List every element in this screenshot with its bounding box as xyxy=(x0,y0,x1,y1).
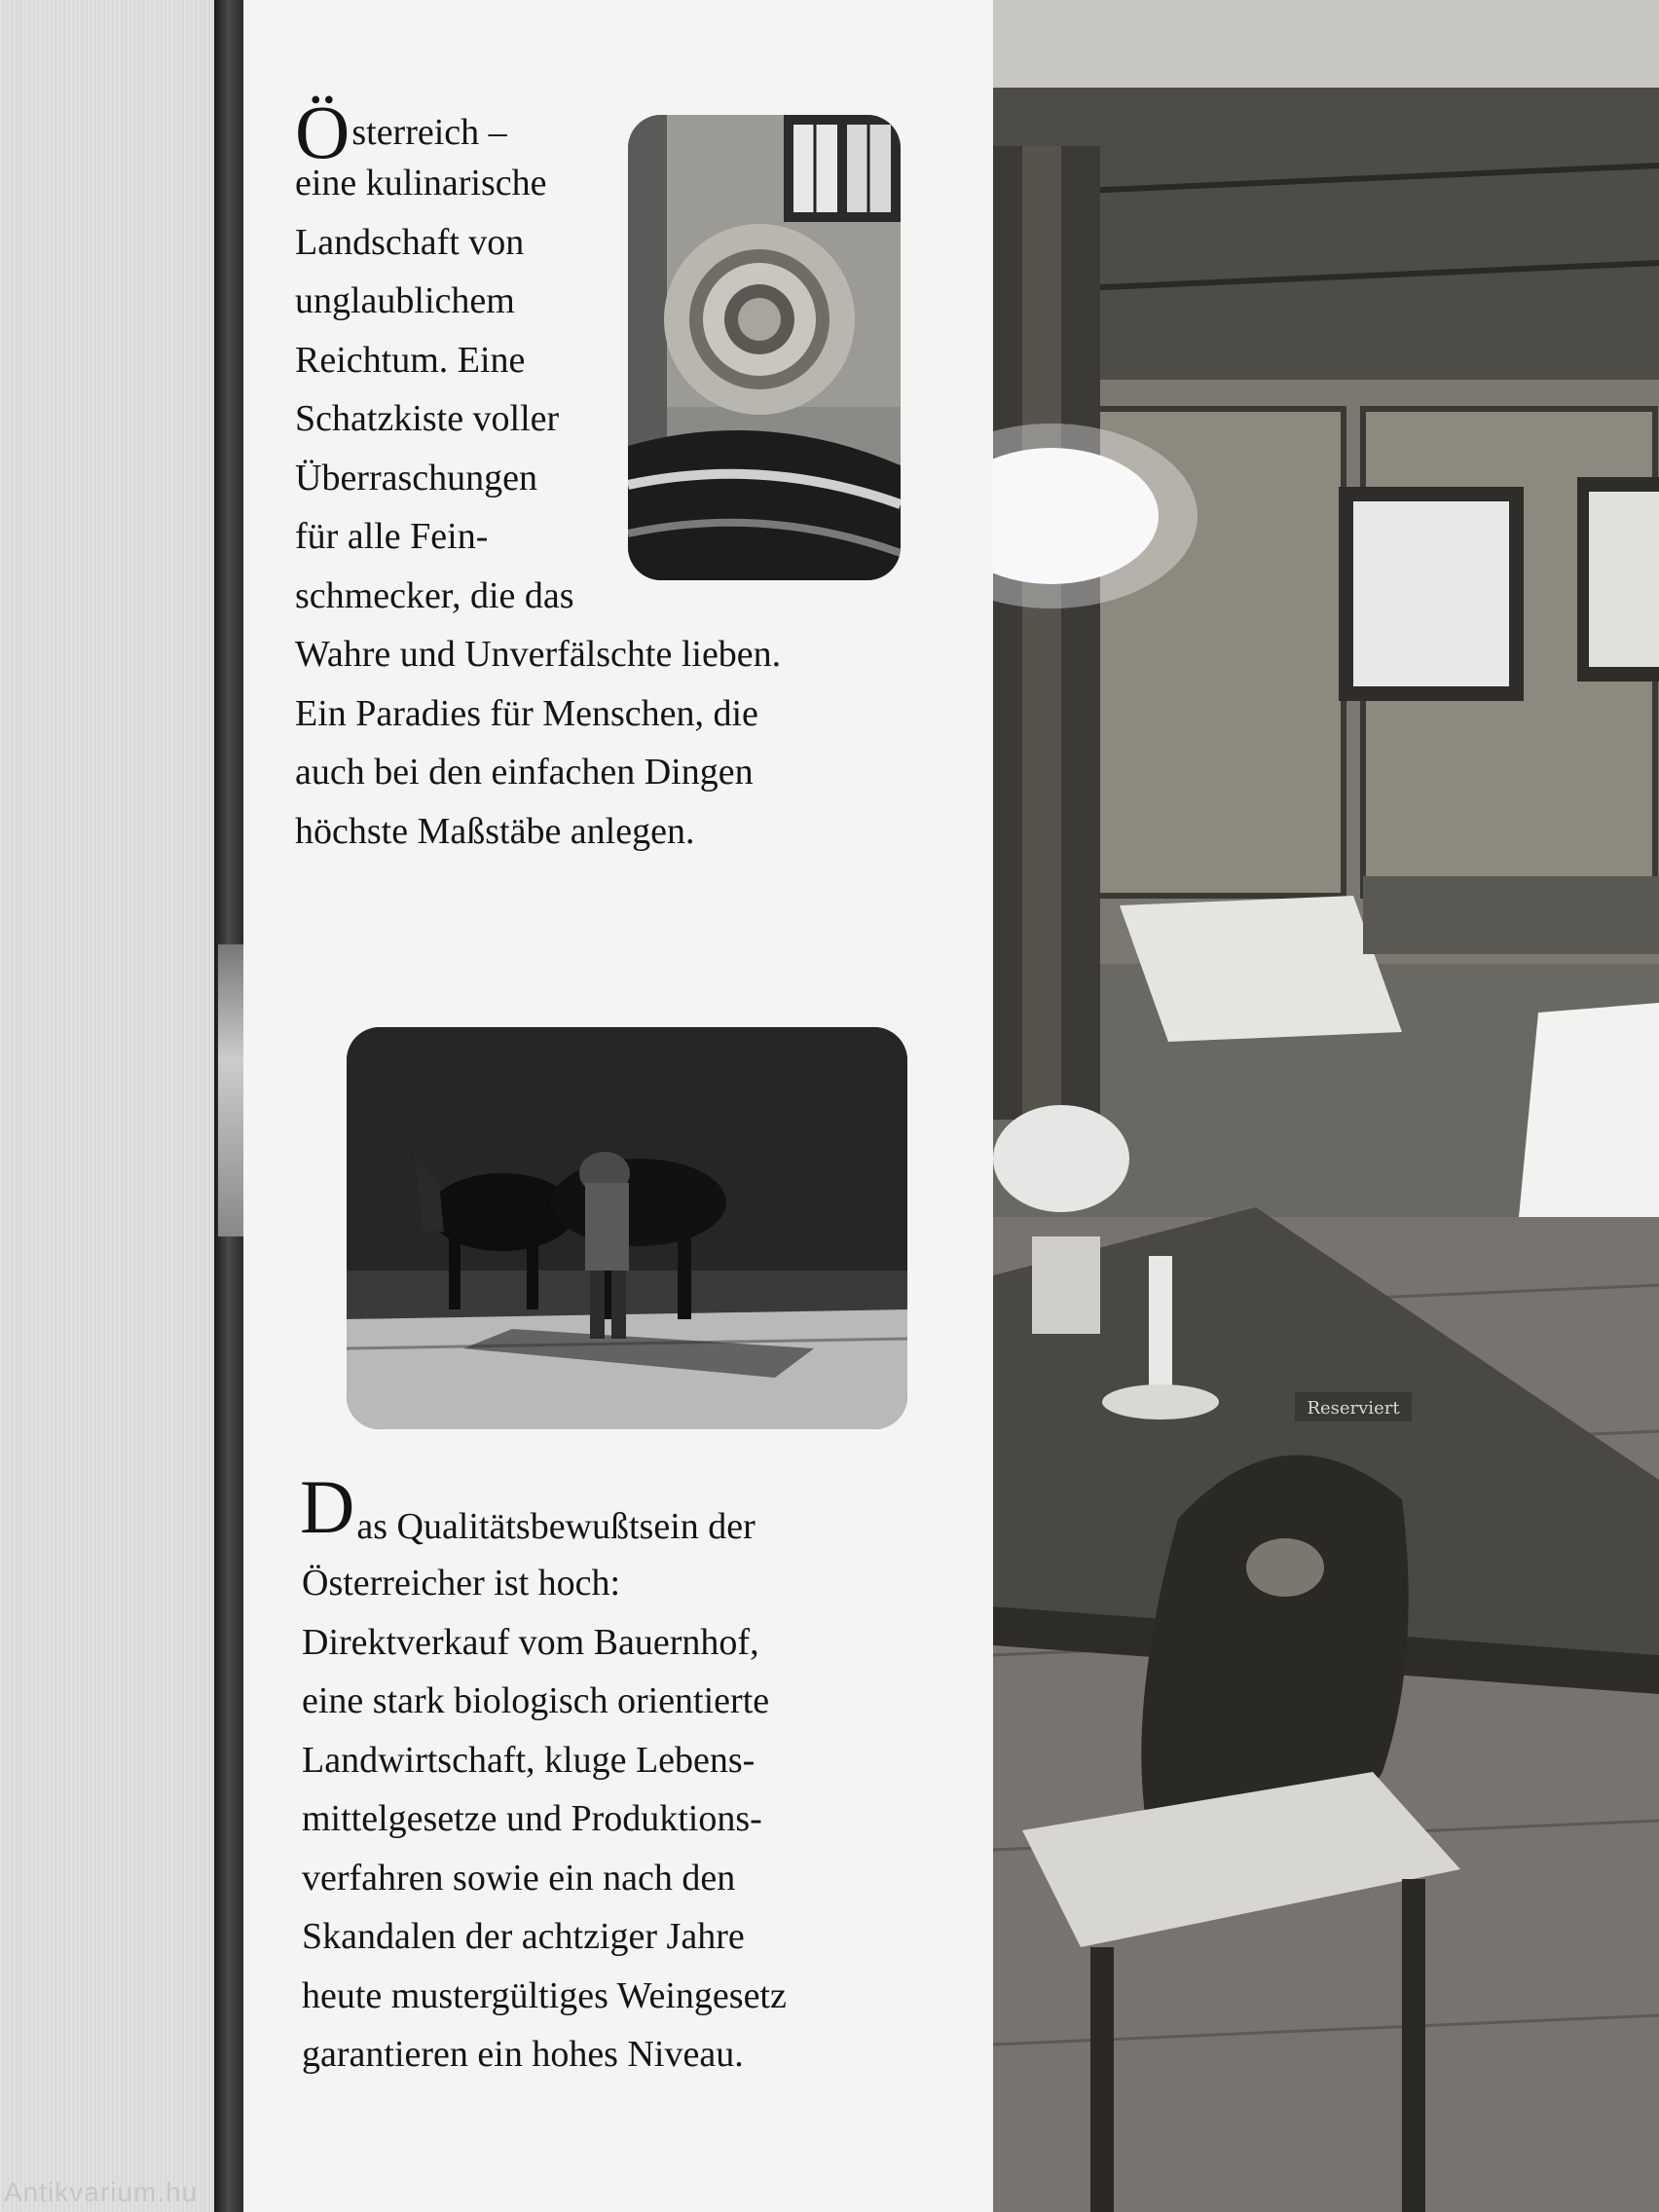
text-line: Österreicher ist hoch: xyxy=(302,1563,621,1604)
text-line: Schatzkiste voller xyxy=(295,398,560,439)
text-line: Ein Paradies für Menschen, die xyxy=(295,692,758,734)
text-line: mittelgesetze und Produktions- xyxy=(302,1798,762,1839)
horses-photo xyxy=(347,1027,907,1429)
text-line: heute mustergültiges Weingesetz xyxy=(302,1974,787,2016)
wreath-photo xyxy=(628,115,901,580)
paragraph-two xyxy=(300,1464,923,1557)
watermark: Antikvarium.hu xyxy=(4,2177,199,2207)
book-binding-edge xyxy=(0,0,220,2212)
text-line: höchste Maßstäbe anlegen. xyxy=(295,810,695,852)
text-line: Überraschungen xyxy=(295,457,538,498)
text-line: unglaublichem xyxy=(295,280,515,321)
dropcap-d: D xyxy=(300,1464,355,1549)
text-line: Reichtum. Eine xyxy=(295,339,526,381)
spine-light-patch xyxy=(218,944,243,1236)
text-line: eine kulinarische xyxy=(295,163,547,203)
text-line: sterreich – xyxy=(351,112,507,153)
text-line: verfahren sowie ein nach den xyxy=(302,1857,736,1899)
text-line: Skandalen der achtziger Jahre xyxy=(302,1916,745,1957)
text-line: auch bei den einfachen Dingen xyxy=(295,752,754,793)
reserved-sign-text: Reserviert xyxy=(1307,1398,1400,1419)
text-line: Landwirtschaft, kluge Lebens- xyxy=(302,1739,756,1781)
text-line: Direktverkauf vom Bauernhof, xyxy=(302,1621,759,1663)
restaurant-interior-photo xyxy=(993,0,1659,2212)
text-line: as Qualitätsbewußtsein der xyxy=(356,1506,756,1547)
text-line: für alle Fein- xyxy=(295,516,489,557)
text-line: Wahre und Unverfälschte lieben. xyxy=(295,634,782,675)
paragraph-two-body xyxy=(302,1554,925,2084)
text-line: schmecker, die das xyxy=(295,574,574,616)
dropcap-o: Ö xyxy=(295,90,350,174)
text-line: garantieren ein hohes Niveau. xyxy=(302,2034,744,2075)
text-line: eine stark biologisch orientierte xyxy=(302,1680,770,1721)
text-line: Landschaft von xyxy=(295,221,525,263)
